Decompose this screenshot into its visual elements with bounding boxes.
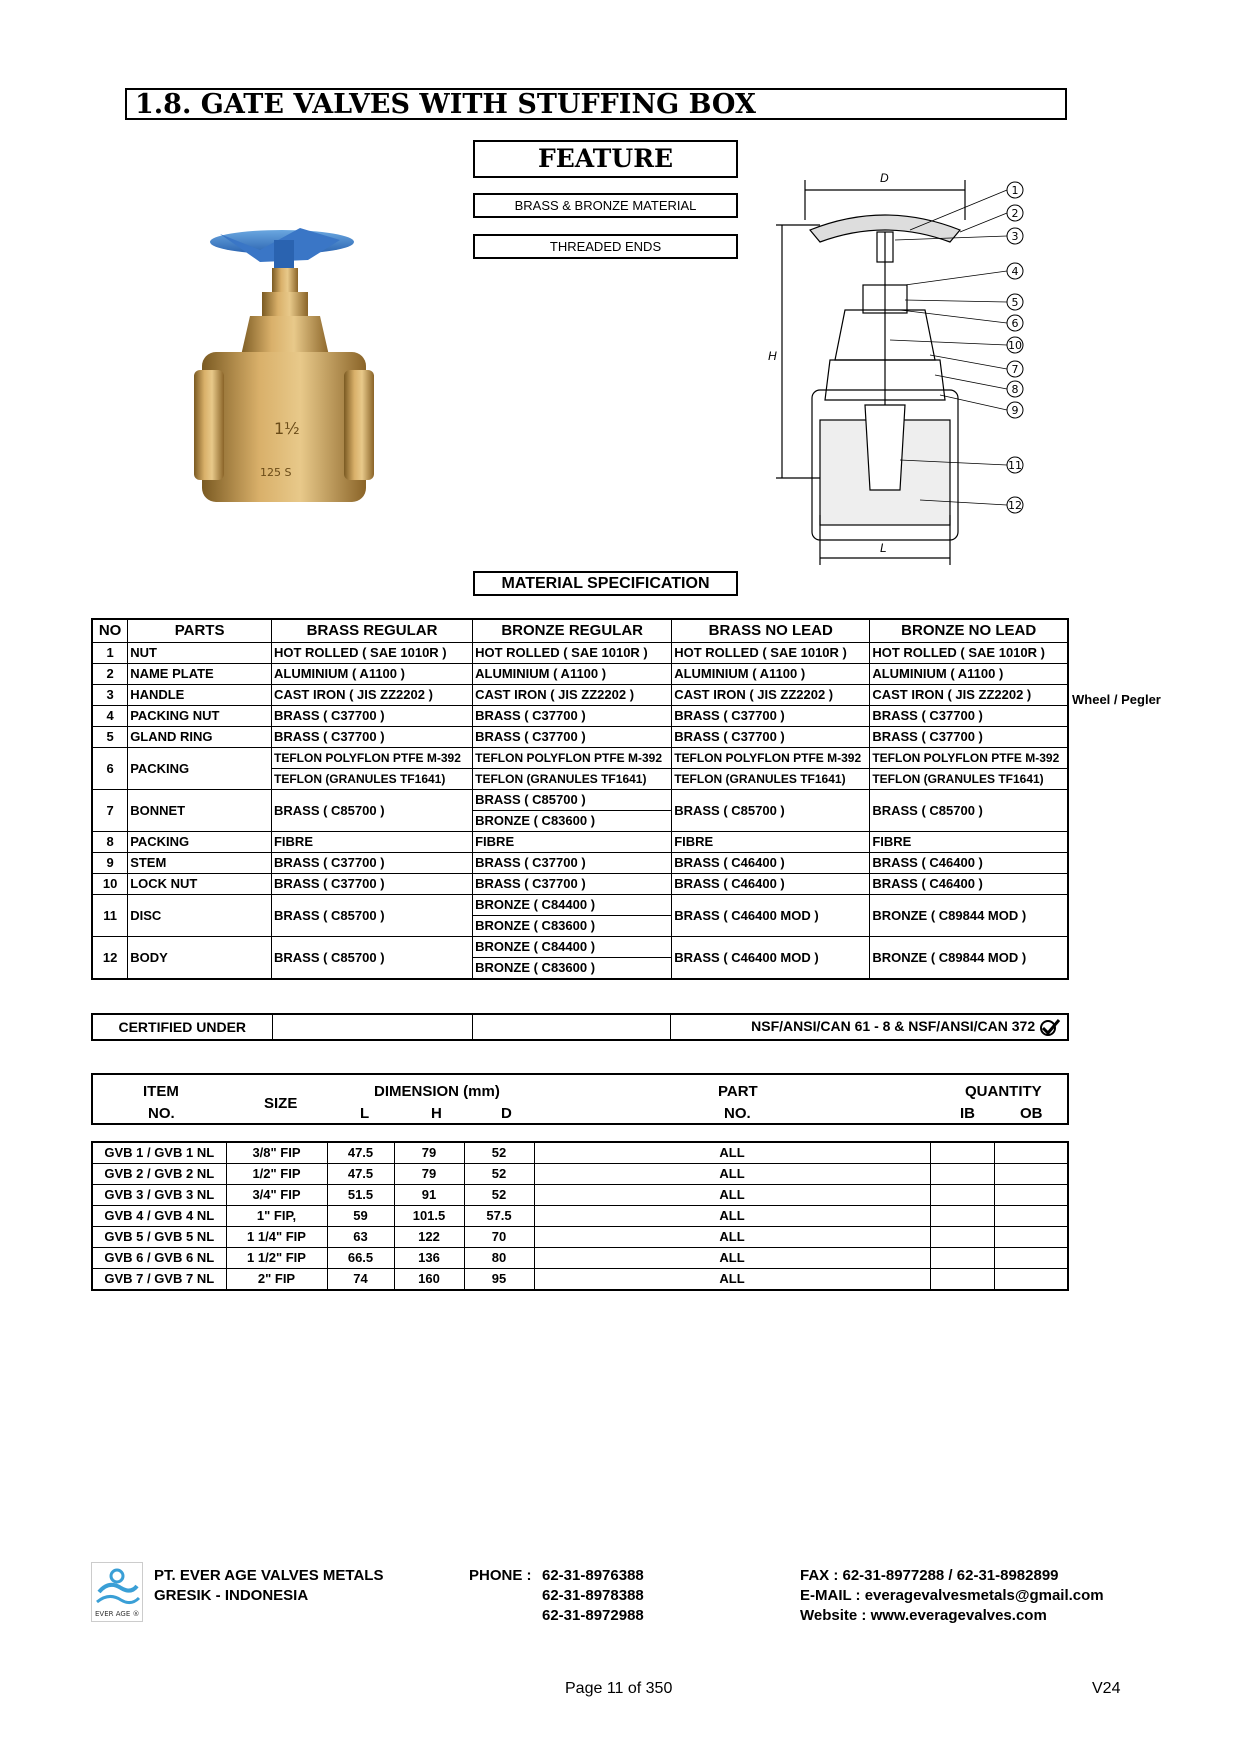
table-row: 12 BODY BRASS ( C85700 ) BRONZE ( C84400 ) BRASS ( C46400 MOD ) BRONZE ( C89844 MOD ) xyxy=(92,937,1068,958)
dim-h-label: H xyxy=(768,349,777,363)
cell-h: 136 xyxy=(394,1248,464,1269)
valve-technical-drawing xyxy=(760,160,1050,590)
cell-item: GVB 3 / GVB 3 NL xyxy=(92,1185,226,1206)
table-row: BRONZE ( C83600 ) xyxy=(92,958,1068,980)
email: E-MAIL : everagevalvesmetals@gmail.com xyxy=(800,1587,1104,1604)
cell-item: GVB 5 / GVB 5 NL xyxy=(92,1227,226,1248)
certified-row xyxy=(91,1013,1069,1041)
cell-d: 52 xyxy=(464,1185,534,1206)
cell-qty xyxy=(930,1248,994,1269)
feature-item-threaded: THREADED ENDS xyxy=(473,234,738,259)
cell-part: ALL xyxy=(534,1269,930,1291)
cell-qty xyxy=(930,1164,994,1185)
callout-8: 8 xyxy=(1011,383,1019,396)
col-header-bronze-regular: BRONZE REGULAR xyxy=(473,619,672,643)
table-row: 1 NUT HOT ROLLED ( SAE 1010R ) HOT ROLLED ( SAE 1010R ) HOT ROLLED ( SAE 1010R ) HOT ROLLED ( SAE 1010R ) xyxy=(92,643,1068,664)
cell-qty xyxy=(994,1269,1068,1291)
table-row xyxy=(92,1185,1068,1206)
cell-l: 66.5 xyxy=(327,1248,394,1269)
phone-3: 62-31-8972988 xyxy=(542,1607,644,1624)
cell-h: 91 xyxy=(394,1185,464,1206)
callout-7: 7 xyxy=(1011,363,1019,376)
cell-qty xyxy=(930,1142,994,1164)
dimension-table xyxy=(91,1141,1069,1291)
table-row: BRONZE ( C83600 ) xyxy=(92,811,1068,832)
col-header-brass-regular: BRASS REGULAR xyxy=(271,619,472,643)
cell-d: 57.5 xyxy=(464,1206,534,1227)
logo-text: EVER AGE ® xyxy=(95,1610,140,1618)
cell-part: ALL xyxy=(534,1142,930,1164)
cell-qty xyxy=(930,1269,994,1291)
cell-part: ALL xyxy=(534,1164,930,1185)
material-spec-table xyxy=(91,618,1069,980)
table-row xyxy=(92,1269,1068,1291)
cell-l: 63 xyxy=(327,1227,394,1248)
cell-l: 74 xyxy=(327,1269,394,1291)
callout-11: 11 xyxy=(1008,459,1022,472)
cell-item: GVB 1 / GVB 1 NL xyxy=(92,1142,226,1164)
dim-d-label: D xyxy=(880,171,889,185)
cell-item: GVB 6 / GVB 6 NL xyxy=(92,1248,226,1269)
table-row xyxy=(92,1164,1068,1185)
cell-part: ALL xyxy=(534,1206,930,1227)
col-header-no: NO xyxy=(92,619,128,643)
material-spec-heading: MATERIAL SPECIFICATION xyxy=(473,571,738,596)
cell-d: 95 xyxy=(464,1269,534,1291)
side-note: Wheel / Pegler xyxy=(1072,692,1161,707)
website: Website : www.everagevalves.com xyxy=(800,1607,1047,1624)
cell-size: 3/8" FIP xyxy=(226,1142,327,1164)
callout-6: 6 xyxy=(1011,317,1019,330)
svg-text:125 S: 125 S xyxy=(260,466,292,479)
phone-2: 62-31-8978388 xyxy=(542,1587,644,1604)
table-row: TEFLON (GRANULES TF1641) TEFLON (GRANULES TF1641) TEFLON (GRANULES TF1641) TEFLON (GRANULES TF1641) xyxy=(92,769,1068,790)
cell-item: GVB 7 / GVB 7 NL xyxy=(92,1269,226,1291)
cell-qty xyxy=(930,1227,994,1248)
cell-qty xyxy=(994,1206,1068,1227)
feature-heading: FEATURE xyxy=(473,140,738,178)
table-row: 2 NAME PLATE ALUMINIUM ( A1100 ) ALUMINIUM ( A1100 ) ALUMINIUM ( A1100 ) ALUMINIUM ( A1100 ) xyxy=(92,664,1068,685)
cell-h: 79 xyxy=(394,1142,464,1164)
table-row: 10 LOCK NUT BRASS ( C37700 ) BRASS ( C37700 ) BRASS ( C46400 ) BRASS ( C46400 ) xyxy=(92,874,1068,895)
col-header-brass-no-lead: BRASS NO LEAD xyxy=(672,619,870,643)
cell-size: 3/4" FIP xyxy=(226,1185,327,1206)
cell-size: 1 1/2" FIP xyxy=(226,1248,327,1269)
cell-item: GVB 2 / GVB 2 NL xyxy=(92,1164,226,1185)
version-label: V24 xyxy=(1092,1680,1121,1697)
table-row xyxy=(92,1248,1068,1269)
cell-h: 160 xyxy=(394,1269,464,1291)
table-row: 9 STEM BRASS ( C37700 ) BRASS ( C37700 ) BRASS ( C46400 ) BRASS ( C46400 ) xyxy=(92,853,1068,874)
callout-9: 9 xyxy=(1011,404,1019,417)
table-row: 7 BONNET BRASS ( C85700 ) BRASS ( C85700 ) BRASS ( C85700 ) BRASS ( C85700 ) xyxy=(92,790,1068,811)
table-row: BRONZE ( C83600 ) xyxy=(92,916,1068,937)
cell-d: 52 xyxy=(464,1142,534,1164)
svg-text:1½: 1½ xyxy=(274,419,300,438)
cell-d: 70 xyxy=(464,1227,534,1248)
cell-qty xyxy=(930,1185,994,1206)
phone-1: 62-31-8976388 xyxy=(542,1567,644,1584)
cell-qty xyxy=(994,1248,1068,1269)
dim-l-label: L xyxy=(880,541,887,555)
cell-h: 101.5 xyxy=(394,1206,464,1227)
valve-photo xyxy=(190,220,380,530)
section-title: 1.8. GATE VALVES WITH STUFFING BOX xyxy=(125,88,1067,120)
col-header-parts: PARTS xyxy=(128,619,272,643)
cell-size: 1 1/4" FIP xyxy=(226,1227,327,1248)
table-row: 8 PACKING FIBRE FIBRE FIBRE FIBRE xyxy=(92,832,1068,853)
cell-qty xyxy=(994,1164,1068,1185)
cell-qty xyxy=(930,1206,994,1227)
cell-qty xyxy=(994,1142,1068,1164)
cell-h: 122 xyxy=(394,1227,464,1248)
table-header-row xyxy=(92,619,1068,643)
cell-d: 80 xyxy=(464,1248,534,1269)
cell-qty xyxy=(994,1185,1068,1206)
feature-item-material: BRASS & BRONZE MATERIAL xyxy=(473,193,738,218)
cell-l: 47.5 xyxy=(327,1164,394,1185)
cell-part: ALL xyxy=(534,1248,930,1269)
callout-2: 2 xyxy=(1011,207,1019,220)
company-name: PT. EVER AGE VALVES METALS xyxy=(154,1567,384,1584)
callout-3: 3 xyxy=(1011,230,1019,243)
cell-part: ALL xyxy=(534,1185,930,1206)
cell-l: 47.5 xyxy=(327,1142,394,1164)
certified-label: CERTIFIED UNDER xyxy=(92,1014,272,1040)
company-location: GRESIK - INDONESIA xyxy=(154,1587,309,1604)
cell-qty xyxy=(994,1227,1068,1248)
table-row: 5 GLAND RING BRASS ( C37700 ) BRASS ( C37700 ) BRASS ( C37700 ) BRASS ( C37700 ) xyxy=(92,727,1068,748)
everage-logo xyxy=(91,1562,143,1622)
cell-size: 1/2" FIP xyxy=(226,1164,327,1185)
table-row: 4 PACKING NUT BRASS ( C37700 ) BRASS ( C37700 ) BRASS ( C37700 ) BRASS ( C37700 ) xyxy=(92,706,1068,727)
callout-1: 1 xyxy=(1011,184,1019,197)
dimension-table-header: ITEM NO. SIZE DIMENSION (mm) L H D PART NO. QUANTITY IB OB xyxy=(91,1073,1069,1125)
table-row: 6 PACKING TEFLON POLYFLON PTFE M-392 TEFLON POLYFLON PTFE M-392 TEFLON POLYFLON PTFE M-392 TEFLON POLYFLON PTFE M-392 xyxy=(92,748,1068,769)
table-row xyxy=(92,1227,1068,1248)
cell-part: ALL xyxy=(534,1227,930,1248)
callout-10: 10 xyxy=(1008,339,1022,352)
certified-value: NSF/ANSI/CAN 61 - 8 & NSF/ANSI/CAN 372 xyxy=(751,1017,1036,1034)
callout-4: 4 xyxy=(1011,265,1019,278)
cell-size: 1" FIP, xyxy=(226,1206,327,1227)
callout-12: 12 xyxy=(1008,499,1022,512)
phone-label: PHONE : xyxy=(469,1567,532,1584)
cell-h: 79 xyxy=(394,1164,464,1185)
page-number: Page 11 of 350 xyxy=(565,1680,673,1697)
callout-group xyxy=(1007,182,1023,513)
table-row xyxy=(92,1206,1068,1227)
table-row: 3 HANDLE CAST IRON ( JIS ZZ2202 ) CAST IRON ( JIS ZZ2202 ) CAST IRON ( JIS ZZ2202 ) CAST IRON ( JIS ZZ2202 ) xyxy=(92,685,1068,706)
cell-d: 52 xyxy=(464,1164,534,1185)
fax: FAX : 62-31-8977288 / 62-31-8982899 xyxy=(800,1567,1059,1584)
cell-l: 59 xyxy=(327,1206,394,1227)
cell-size: 2" FIP xyxy=(226,1269,327,1291)
table-row: 11 DISC BRASS ( C85700 ) BRONZE ( C84400 ) BRASS ( C46400 MOD ) BRONZE ( C89844 MOD ) xyxy=(92,895,1068,916)
cell-item: GVB 4 / GVB 4 NL xyxy=(92,1206,226,1227)
cell-l: 51.5 xyxy=(327,1185,394,1206)
table-row xyxy=(92,1142,1068,1164)
col-header-bronze-no-lead: BRONZE NO LEAD xyxy=(870,619,1068,643)
check-stamp-icon xyxy=(1039,1018,1061,1036)
callout-5: 5 xyxy=(1011,296,1019,309)
